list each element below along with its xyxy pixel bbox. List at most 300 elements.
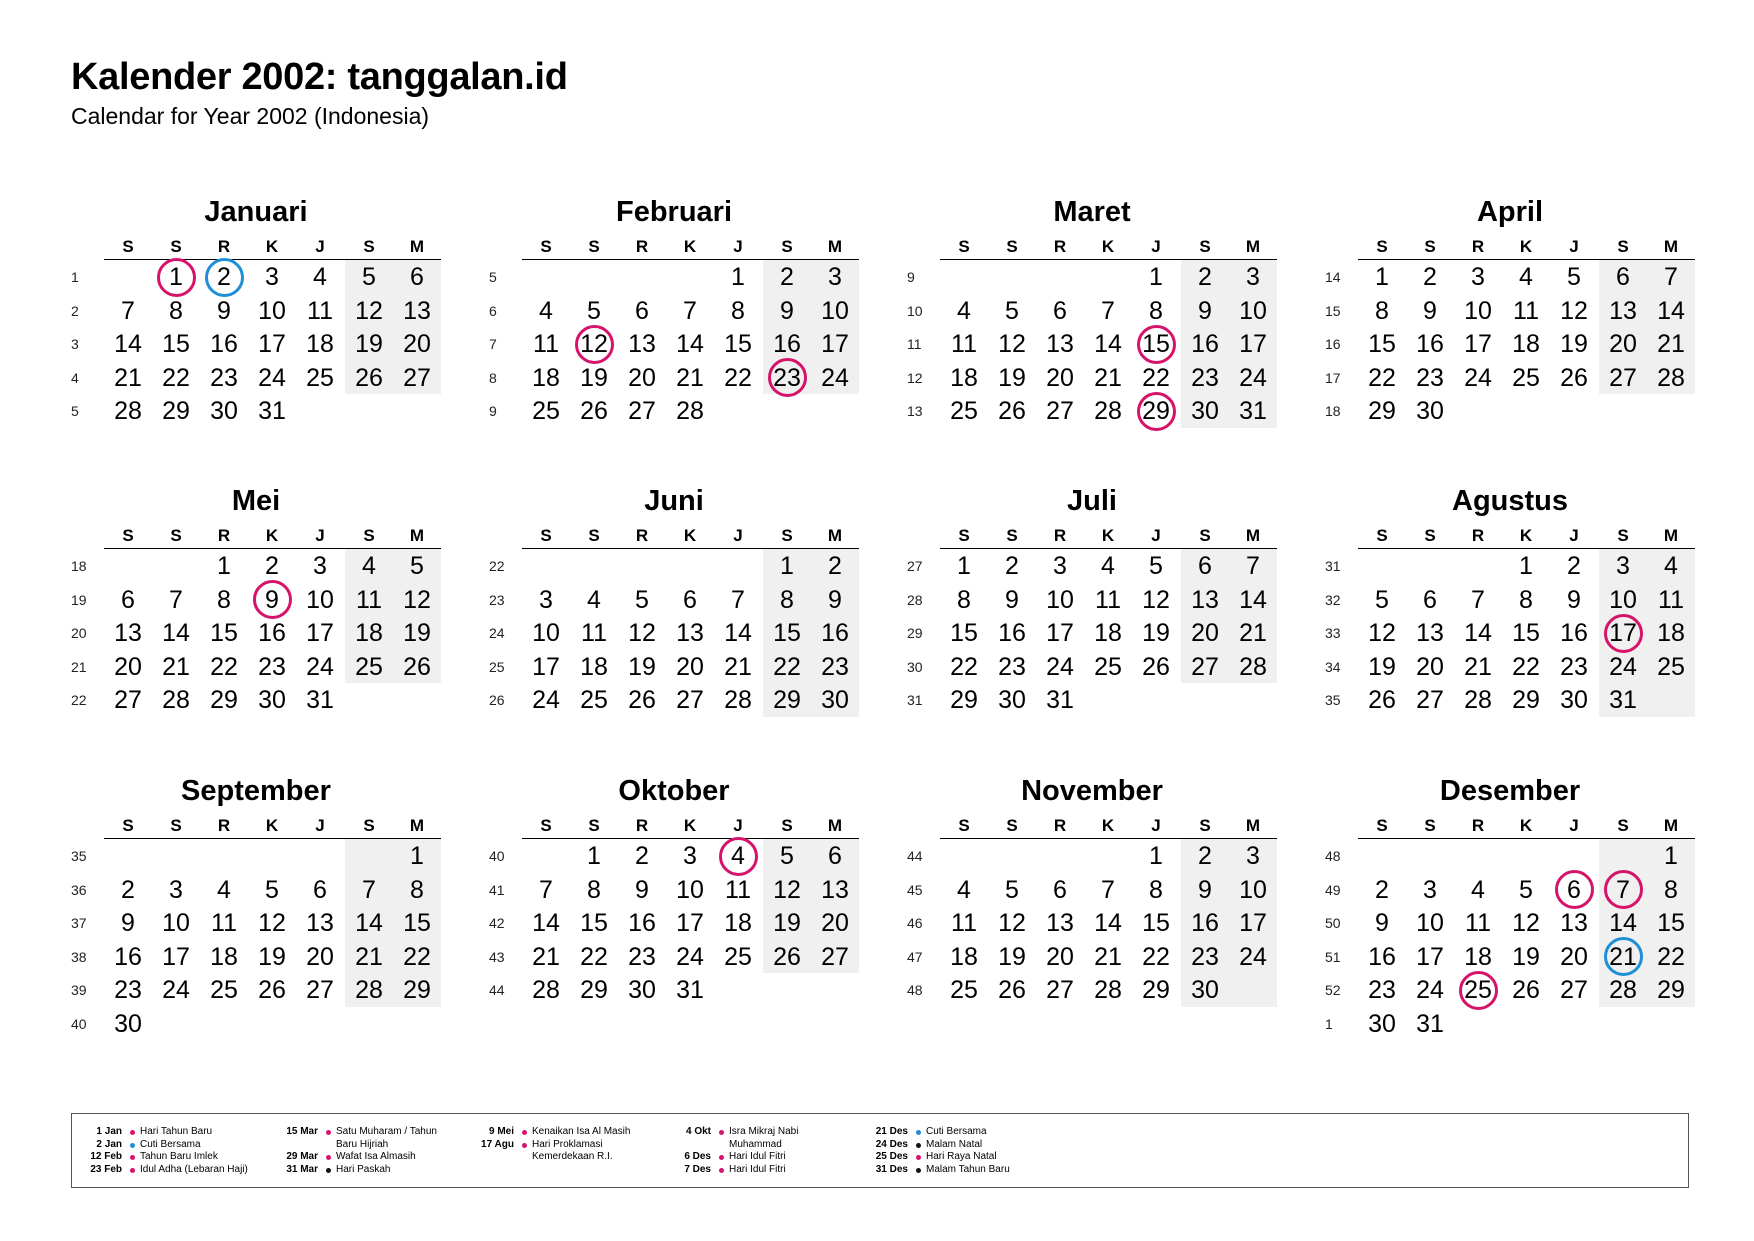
week-number: 31 xyxy=(907,692,923,709)
day-cell: 11 xyxy=(1658,585,1684,614)
weekday-header: R xyxy=(635,816,649,835)
day-cell: 1 xyxy=(587,842,601,870)
weekday-header: S xyxy=(363,237,375,256)
week-number: 52 xyxy=(1325,982,1341,999)
weekday-header: J xyxy=(733,237,743,256)
week-number: 18 xyxy=(71,558,87,574)
day-cell: 3 xyxy=(1246,263,1260,291)
day-cell: 18 xyxy=(1094,619,1122,648)
week-number: 46 xyxy=(907,915,923,932)
day-cell: 25 xyxy=(210,976,238,1005)
day-cell: 26 xyxy=(1560,363,1588,392)
month-november xyxy=(907,775,1277,1045)
day-cell: 12 xyxy=(403,585,431,614)
day-cell: 29 xyxy=(162,397,190,426)
day-cell: 18 xyxy=(306,330,334,359)
day-cell: 20 xyxy=(1191,619,1219,648)
day-cell: 6 xyxy=(1198,552,1212,580)
month-name: Juli xyxy=(1067,485,1117,517)
day-cell: 20 xyxy=(676,652,704,681)
day-cell: 28 xyxy=(1657,363,1685,392)
weekday-header: S xyxy=(1617,237,1629,256)
day-cell: 11 xyxy=(211,909,237,938)
day-cell: 30 xyxy=(210,397,238,426)
weekday-header: S xyxy=(588,816,600,835)
week-number: 37 xyxy=(71,915,87,932)
weekday-header: M xyxy=(1663,526,1679,545)
holiday-circle xyxy=(575,325,614,364)
day-cell: 2 xyxy=(1198,263,1212,291)
day-cell: 1 xyxy=(217,552,231,580)
day-cell: 5 xyxy=(410,552,424,580)
week-number: 39 xyxy=(71,982,87,999)
legend-label: Hari Paskah xyxy=(336,1163,391,1175)
day-cell: 28 xyxy=(724,686,752,715)
day-cell: 11 xyxy=(951,909,977,938)
day-cell: 3 xyxy=(539,585,553,614)
day-cell: 3 xyxy=(313,552,327,580)
day-cell: 16 xyxy=(821,619,849,648)
day-cell: 22 xyxy=(580,942,608,971)
day-cell: 13 xyxy=(676,619,704,648)
day-cell: 15 xyxy=(1368,330,1396,359)
week-number: 32 xyxy=(1325,591,1341,608)
week-number: 48 xyxy=(907,982,923,999)
week-number: 41 xyxy=(489,881,505,898)
day-cell: 17 xyxy=(1239,330,1267,359)
day-cell: 4 xyxy=(731,842,745,870)
day-cell: 1 xyxy=(1149,842,1163,870)
day-cell: 27 xyxy=(1416,686,1444,715)
day-cell: 3 xyxy=(265,263,279,291)
day-cell: 27 xyxy=(821,942,849,971)
day-cell: 30 xyxy=(998,686,1026,715)
day-cell: 22 xyxy=(1142,942,1170,971)
legend-dot-icon xyxy=(719,1168,724,1173)
month-agustus xyxy=(1325,485,1695,755)
day-cell: 18 xyxy=(532,363,560,392)
day-cell: 21 xyxy=(1657,330,1685,359)
day-cell: 14 xyxy=(1609,909,1637,938)
day-cell: 7 xyxy=(1471,585,1485,614)
day-cell: 9 xyxy=(828,585,842,614)
day-cell: 20 xyxy=(1609,330,1637,359)
weekday-header: R xyxy=(217,816,231,835)
day-cell: 7 xyxy=(731,585,745,614)
day-cell: 15 xyxy=(580,909,608,938)
day-cell: 21 xyxy=(724,652,752,681)
day-cell: 1 xyxy=(731,263,745,291)
weekday-header: M xyxy=(827,526,843,545)
weekday-header: S xyxy=(1376,816,1388,835)
day-cell: 10 xyxy=(1239,296,1267,325)
month-maret xyxy=(907,196,1277,466)
day-cell: 2 xyxy=(1375,875,1389,904)
day-cell: 26 xyxy=(1512,976,1540,1005)
weekday-header: S xyxy=(1006,237,1018,256)
week-number: 1 xyxy=(1325,1016,1333,1032)
month-name: November xyxy=(1021,775,1163,807)
legend-dot-icon xyxy=(916,1130,921,1135)
day-cell: 17 xyxy=(676,909,704,938)
day-cell: 11 xyxy=(1513,296,1539,325)
legend-label: Malam Tahun Baru xyxy=(926,1163,1010,1175)
legend-date: 1 Jan xyxy=(96,1126,122,1137)
day-cell: 22 xyxy=(1657,942,1685,971)
legend-dot-icon xyxy=(719,1130,724,1135)
day-cell: 5 xyxy=(1519,875,1533,904)
day-cell: 10 xyxy=(1416,909,1444,938)
day-cell: 10 xyxy=(1464,296,1492,325)
day-cell: 23 xyxy=(1368,976,1396,1005)
day-cell: 13 xyxy=(1609,296,1637,325)
weekday-header: S xyxy=(170,816,182,835)
month-name: Maret xyxy=(1053,196,1131,228)
day-cell: 23 xyxy=(114,976,142,1005)
weekday-header: S xyxy=(781,816,793,835)
day-cell: 12 xyxy=(1368,619,1396,648)
weekday-header: S xyxy=(170,237,182,256)
day-cell: 23 xyxy=(998,652,1026,681)
week-number: 44 xyxy=(489,982,505,999)
weekday-header: M xyxy=(1245,526,1261,545)
day-cell: 13 xyxy=(1191,585,1219,614)
header-divider xyxy=(104,838,441,839)
weekday-header: S xyxy=(1617,526,1629,545)
legend-date: 17 Agu xyxy=(481,1138,514,1150)
day-cell: 18 xyxy=(1464,942,1492,971)
day-cell: 17 xyxy=(1239,909,1267,938)
day-cell: 4 xyxy=(1101,552,1115,580)
weekday-header: J xyxy=(733,816,743,835)
day-cell: 15 xyxy=(1512,619,1540,648)
day-cell: 12 xyxy=(628,619,656,648)
day-cell: 14 xyxy=(1239,585,1267,614)
day-cell: 9 xyxy=(1423,296,1437,325)
day-cell: 4 xyxy=(1664,552,1678,580)
day-cell: 20 xyxy=(306,942,334,971)
legend-label: Kemerdekaan R.I. xyxy=(532,1151,613,1162)
day-cell: 6 xyxy=(1053,875,1067,904)
day-cell: 23 xyxy=(1191,942,1219,971)
day-cell: 22 xyxy=(162,363,190,392)
legend-date: 15 Mar xyxy=(286,1126,318,1137)
month-juni xyxy=(489,485,859,755)
day-cell: 26 xyxy=(998,397,1026,426)
day-cell: 24 xyxy=(1239,942,1267,971)
day-cell: 6 xyxy=(1567,875,1581,904)
day-cell: 30 xyxy=(258,686,286,715)
day-cell: 19 xyxy=(403,619,431,648)
day-cell: 13 xyxy=(114,619,142,648)
day-cell: 23 xyxy=(821,652,849,681)
day-cell: 20 xyxy=(1046,363,1074,392)
day-cell: 4 xyxy=(1471,875,1485,904)
day-cell: 29 xyxy=(773,686,801,715)
day-cell: 5 xyxy=(587,296,601,325)
day-cell: 25 xyxy=(580,686,608,715)
legend-dot-icon xyxy=(326,1168,331,1173)
legend-label: Hari Raya Natal xyxy=(926,1151,997,1162)
legend-dot-icon xyxy=(522,1143,527,1148)
day-cell: 7 xyxy=(1616,875,1630,904)
month-name: Juni xyxy=(644,485,704,517)
legend-date: 9 Mei xyxy=(488,1126,514,1137)
holiday-legend xyxy=(71,1113,1689,1188)
weekday-header: S xyxy=(1199,816,1211,835)
week-number: 26 xyxy=(489,692,505,709)
weekday-header: R xyxy=(217,237,231,256)
week-number: 19 xyxy=(71,591,87,608)
day-cell: 1 xyxy=(1664,842,1678,870)
week-number: 15 xyxy=(1325,302,1341,319)
day-cell: 27 xyxy=(1046,397,1074,426)
weekday-header: S xyxy=(540,816,552,835)
day-cell: 14 xyxy=(1657,296,1685,325)
legend-date: 31 Des xyxy=(875,1163,908,1175)
day-cell: 19 xyxy=(998,942,1026,971)
weekday-header: J xyxy=(733,526,743,545)
day-cell: 8 xyxy=(410,875,424,904)
day-cell: 18 xyxy=(1657,619,1685,648)
week-number: 20 xyxy=(71,625,87,642)
legend-dot-icon xyxy=(130,1155,135,1160)
day-cell: 11 xyxy=(1095,585,1121,614)
day-cell: 19 xyxy=(1368,652,1396,681)
day-cell: 21 xyxy=(162,652,190,681)
weekday-header: S xyxy=(1617,816,1629,835)
day-cell: 24 xyxy=(532,686,560,715)
day-cell: 9 xyxy=(780,296,794,325)
month-name: Desember xyxy=(1439,775,1581,807)
day-cell: 2 xyxy=(828,552,842,580)
day-cell: 19 xyxy=(355,330,383,359)
day-cell: 8 xyxy=(957,585,971,614)
weekday-header: J xyxy=(1569,237,1579,256)
day-cell: 2 xyxy=(635,842,649,870)
day-cell: 16 xyxy=(1191,909,1219,938)
legend-date: 12 Feb xyxy=(90,1151,122,1162)
day-cell: 27 xyxy=(628,397,656,426)
day-cell: 6 xyxy=(635,296,649,325)
day-cell: 25 xyxy=(724,942,752,971)
week-number: 5 xyxy=(71,403,79,420)
legend-date: 23 Feb xyxy=(90,1163,122,1175)
day-cell: 4 xyxy=(217,875,231,904)
day-cell: 25 xyxy=(306,363,334,392)
day-cell: 30 xyxy=(1191,976,1219,1005)
legend-dot-icon xyxy=(522,1130,527,1135)
day-cell: 7 xyxy=(169,585,183,614)
legend-label: Isra Mikraj Nabi xyxy=(729,1126,799,1137)
week-number: 48 xyxy=(1325,848,1341,864)
day-cell: 23 xyxy=(1191,363,1219,392)
day-cell: 21 xyxy=(1094,363,1122,392)
day-cell: 2 xyxy=(1005,552,1019,580)
day-cell: 15 xyxy=(773,619,801,648)
week-number: 35 xyxy=(71,848,87,864)
day-cell: 28 xyxy=(1094,976,1122,1005)
day-cell: 8 xyxy=(780,585,794,614)
month-februari xyxy=(489,196,859,466)
day-cell: 13 xyxy=(403,296,431,325)
day-cell: 25 xyxy=(1512,363,1540,392)
day-cell: 24 xyxy=(1239,363,1267,392)
week-number: 16 xyxy=(1325,336,1341,353)
weekday-header: M xyxy=(1245,237,1261,256)
day-cell: 27 xyxy=(1191,652,1219,681)
month-name: Mei xyxy=(231,485,281,517)
day-cell: 4 xyxy=(1519,263,1533,291)
day-cell: 27 xyxy=(1046,976,1074,1005)
weekday-header: M xyxy=(1663,237,1679,256)
day-cell: 27 xyxy=(114,686,142,715)
day-cell: 31 xyxy=(1609,686,1637,715)
weekday-header: S xyxy=(540,237,552,256)
week-number: 23 xyxy=(489,591,505,608)
month-name: September xyxy=(181,775,331,807)
legend-label: Hari Idul Fitri xyxy=(729,1151,786,1162)
day-cell: 29 xyxy=(580,976,608,1005)
weekday-header: R xyxy=(1053,816,1067,835)
day-cell: 3 xyxy=(1423,875,1437,904)
holiday-circle xyxy=(1555,870,1594,909)
weekday-header: J xyxy=(315,816,325,835)
day-cell: 26 xyxy=(773,942,801,971)
day-cell: 1 xyxy=(1375,263,1389,291)
day-cell: 6 xyxy=(828,842,842,870)
day-cell: 21 xyxy=(1239,619,1267,648)
weekday-header: M xyxy=(827,816,843,835)
legend-date: 21 Des xyxy=(875,1126,908,1137)
week-number: 35 xyxy=(1325,692,1341,709)
week-number: 31 xyxy=(1325,558,1341,574)
week-number: 47 xyxy=(907,948,923,965)
day-cell: 8 xyxy=(587,875,601,904)
legend-label: Hari Idul Fitri xyxy=(729,1163,786,1175)
day-cell: 4 xyxy=(957,875,971,904)
day-cell: 28 xyxy=(1464,686,1492,715)
day-cell: 12 xyxy=(1560,296,1588,325)
day-cell: 29 xyxy=(403,976,431,1005)
day-cell: 15 xyxy=(162,330,190,359)
week-number: 40 xyxy=(489,848,505,864)
legend-label: Muhammad xyxy=(729,1138,782,1150)
weekday-header: J xyxy=(1151,526,1161,545)
weekday-header: K xyxy=(683,237,697,256)
holiday-circle xyxy=(1604,870,1643,909)
legend-date: 7 Des xyxy=(684,1163,711,1175)
day-cell: 20 xyxy=(821,909,849,938)
holiday-circle xyxy=(1137,392,1176,431)
day-cell: 12 xyxy=(998,909,1026,938)
day-cell: 28 xyxy=(532,976,560,1005)
day-cell: 19 xyxy=(1512,942,1540,971)
day-cell: 4 xyxy=(539,296,553,325)
day-cell: 30 xyxy=(628,976,656,1005)
header-divider xyxy=(1358,838,1695,839)
day-cell: 24 xyxy=(162,976,190,1005)
day-cell: 3 xyxy=(1053,552,1067,580)
day-cell: 19 xyxy=(1142,619,1170,648)
day-cell: 22 xyxy=(950,652,978,681)
weekday-header: J xyxy=(315,526,325,545)
weekday-header: S xyxy=(781,237,793,256)
weekday-header: K xyxy=(683,526,697,545)
weekday-header: K xyxy=(265,816,279,835)
day-cell: 7 xyxy=(1246,552,1260,580)
day-cell: 17 xyxy=(532,652,560,681)
day-cell: 17 xyxy=(1609,619,1637,648)
day-cell: 26 xyxy=(1142,652,1170,681)
day-cell: 10 xyxy=(162,909,190,938)
weekday-header: R xyxy=(635,526,649,545)
day-cell: 17 xyxy=(1046,619,1074,648)
legend-label: Cuti Bersama xyxy=(140,1138,201,1150)
day-cell: 15 xyxy=(403,909,431,938)
weekday-header: S xyxy=(958,816,970,835)
week-number: 34 xyxy=(1325,658,1341,675)
weekday-header: K xyxy=(683,816,697,835)
day-cell: 5 xyxy=(1567,263,1581,291)
day-cell: 5 xyxy=(1005,296,1019,325)
holiday-circle xyxy=(205,258,244,297)
day-cell: 21 xyxy=(1094,942,1122,971)
day-cell: 19 xyxy=(258,942,286,971)
week-number: 24 xyxy=(489,625,505,642)
day-cell: 19 xyxy=(580,363,608,392)
day-cell: 8 xyxy=(1375,296,1389,325)
day-cell: 23 xyxy=(258,652,286,681)
weekday-header: S xyxy=(540,526,552,545)
day-cell: 12 xyxy=(355,296,383,325)
day-cell: 17 xyxy=(306,619,334,648)
week-number: 33 xyxy=(1325,625,1341,642)
weekday-header: K xyxy=(1101,237,1115,256)
day-cell: 24 xyxy=(1464,363,1492,392)
day-cell: 16 xyxy=(773,330,801,359)
day-cell: 11 xyxy=(356,585,382,614)
day-cell: 8 xyxy=(1149,296,1163,325)
day-cell: 27 xyxy=(1609,363,1637,392)
day-cell: 10 xyxy=(258,296,286,325)
week-number: 14 xyxy=(1325,269,1341,285)
day-cell: 18 xyxy=(1512,330,1540,359)
day-cell: 9 xyxy=(635,875,649,904)
day-cell: 8 xyxy=(1519,585,1533,614)
weekday-header: K xyxy=(1101,526,1115,545)
day-cell: 14 xyxy=(532,909,560,938)
day-cell: 19 xyxy=(1560,330,1588,359)
legend-dot-icon xyxy=(130,1143,135,1148)
month-name: April xyxy=(1476,196,1544,228)
month-desember xyxy=(1325,775,1695,1045)
day-cell: 5 xyxy=(780,842,794,870)
day-cell: 12 xyxy=(1512,909,1540,938)
weekday-header: S xyxy=(1006,526,1018,545)
weekday-header: K xyxy=(265,237,279,256)
day-cell: 9 xyxy=(121,909,135,938)
week-number: 2 xyxy=(71,302,79,319)
day-cell: 10 xyxy=(532,619,560,648)
day-cell: 3 xyxy=(683,842,697,870)
week-number: 21 xyxy=(71,658,87,675)
page-subtitle: Calendar for Year 2002 (Indonesia) xyxy=(71,103,430,129)
week-number: 28 xyxy=(907,591,923,608)
day-cell: 4 xyxy=(362,552,376,580)
day-cell: 31 xyxy=(1239,397,1267,426)
day-cell: 5 xyxy=(1149,552,1163,580)
